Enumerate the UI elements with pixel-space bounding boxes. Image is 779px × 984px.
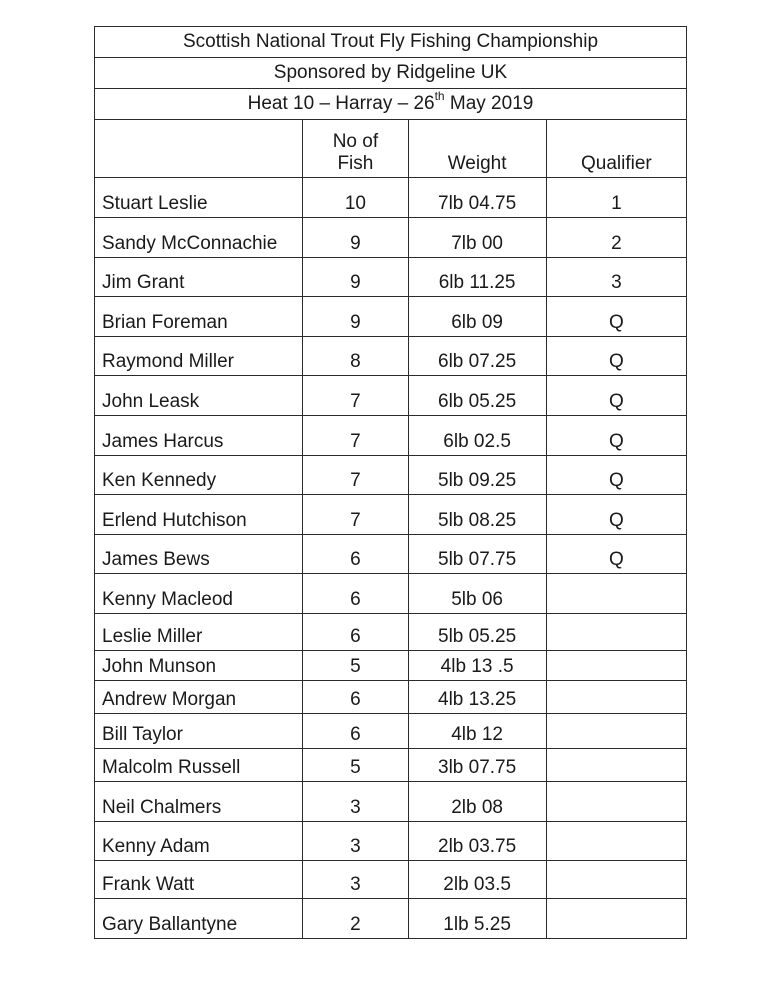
weight-value: 2lb 03.5: [408, 861, 546, 899]
table-row: [95, 218, 687, 258]
weight-value: 7lb 04.75: [408, 178, 546, 218]
table-row: [95, 714, 687, 749]
table-row: [95, 899, 687, 939]
weight-value: 5lb 07.75: [408, 535, 546, 574]
fish-count: 3: [303, 822, 408, 861]
weight-value: 6lb 07.25: [408, 337, 546, 376]
angler-name: James Bews: [95, 535, 303, 574]
table-row: [95, 416, 687, 456]
angler-name: Leslie Miller: [95, 614, 303, 651]
qualifier-value: Q: [546, 297, 686, 337]
weight-value: 1lb 5.25: [408, 899, 546, 939]
table-row: [95, 749, 687, 782]
column-header-qualifier: Qualifier: [546, 120, 686, 178]
weight-value: 5lb 06: [408, 574, 546, 614]
column-header-weight: Weight: [408, 120, 546, 178]
qualifier-value: Q: [546, 456, 686, 495]
table-row: [95, 822, 687, 861]
column-header-fish: [303, 120, 408, 178]
angler-name: Malcolm Russell: [95, 749, 303, 782]
qualifier-value: Q: [546, 495, 686, 535]
qualifier-value: Q: [546, 535, 686, 574]
angler-name: Andrew Morgan: [95, 681, 303, 714]
fish-count: 8: [303, 337, 408, 376]
weight-value: 2lb 08: [408, 782, 546, 822]
weight-value: 5lb 05.25: [408, 614, 546, 651]
heat-prefix: Heat 10 – Harray – 26: [247, 93, 435, 114]
fish-count: 7: [303, 376, 408, 416]
weight-value: 6lb 05.25: [408, 376, 546, 416]
weight-value: 6lb 09: [408, 297, 546, 337]
angler-name: Gary Ballantyne: [95, 899, 303, 939]
angler-name: Kenny Adam: [95, 822, 303, 861]
document-title: Scottish National Trout Fly Fishing Championship: [95, 27, 687, 58]
qualifier-value: [546, 899, 686, 939]
table-row: [95, 495, 687, 535]
fish-count: 6: [303, 681, 408, 714]
heat-line: [95, 89, 687, 120]
angler-name: Brian Foreman: [95, 297, 303, 337]
weight-value: 4lb 12: [408, 714, 546, 749]
angler-name: Kenny Macleod: [95, 574, 303, 614]
table-row: [95, 614, 687, 651]
weight-value: 2lb 03.75: [408, 822, 546, 861]
weight-value: 6lb 11.25: [408, 258, 546, 297]
weight-value: 4lb 13 .5: [408, 651, 546, 681]
weight-value: 4lb 13.25: [408, 681, 546, 714]
weight-value: 5lb 09.25: [408, 456, 546, 495]
qualifier-value: [546, 749, 686, 782]
table-row: [95, 337, 687, 376]
qualifier-value: 3: [546, 258, 686, 297]
qualifier-value: Q: [546, 416, 686, 456]
title-row: [95, 27, 687, 58]
results-table: [94, 26, 687, 939]
qualifier-value: [546, 714, 686, 749]
fish-count: 7: [303, 495, 408, 535]
qualifier-value: Q: [546, 337, 686, 376]
sponsor-row: [95, 58, 687, 89]
table-row: [95, 258, 687, 297]
table-row: [95, 651, 687, 681]
table-row: [95, 535, 687, 574]
table-row: [95, 178, 687, 218]
fish-count: 6: [303, 574, 408, 614]
weight-value: 7lb 00: [408, 218, 546, 258]
weight-value: 3lb 07.75: [408, 749, 546, 782]
fish-count: 6: [303, 714, 408, 749]
angler-name: Stuart Leslie: [95, 178, 303, 218]
angler-name: Erlend Hutchison: [95, 495, 303, 535]
fish-count: 6: [303, 614, 408, 651]
qualifier-value: 2: [546, 218, 686, 258]
qualifier-value: [546, 822, 686, 861]
angler-name: Raymond Miller: [95, 337, 303, 376]
table-row: [95, 861, 687, 899]
qualifier-value: [546, 681, 686, 714]
angler-name: Jim Grant: [95, 258, 303, 297]
fish-count: 7: [303, 416, 408, 456]
table-row: [95, 782, 687, 822]
heat-row: [95, 89, 687, 120]
angler-name: James Harcus: [95, 416, 303, 456]
fish-count: 9: [303, 218, 408, 258]
fish-count: 9: [303, 297, 408, 337]
table-row: [95, 297, 687, 337]
fish-count: 2: [303, 899, 408, 939]
angler-name: John Leask: [95, 376, 303, 416]
fish-count: 6: [303, 535, 408, 574]
weight-value: 5lb 08.25: [408, 495, 546, 535]
angler-name: Frank Watt: [95, 861, 303, 899]
table-row: [95, 376, 687, 416]
table-row: [95, 681, 687, 714]
angler-name: Neil Chalmers: [95, 782, 303, 822]
angler-name: Ken Kennedy: [95, 456, 303, 495]
heat-ordinal-suffix: th: [434, 88, 445, 103]
fish-count: 10: [303, 178, 408, 218]
table-row: [95, 456, 687, 495]
qualifier-value: [546, 614, 686, 651]
qualifier-value: Q: [546, 376, 686, 416]
angler-name: Sandy McConnachie: [95, 218, 303, 258]
qualifier-value: [546, 651, 686, 681]
weight-value: 6lb 02.5: [408, 416, 546, 456]
fish-count: 3: [303, 782, 408, 822]
angler-name: Bill Taylor: [95, 714, 303, 749]
column-header-fish-line1: No of: [332, 131, 379, 152]
angler-name: John Munson: [95, 651, 303, 681]
qualifier-value: 1: [546, 178, 686, 218]
fish-count: 3: [303, 861, 408, 899]
qualifier-value: [546, 782, 686, 822]
column-header-name: [95, 120, 303, 178]
qualifier-value: [546, 861, 686, 899]
fish-count: 5: [303, 651, 408, 681]
table-row: [95, 574, 687, 614]
column-header-fish-line2: Fish: [337, 153, 374, 174]
sponsor-line: Sponsored by Ridgeline UK: [95, 58, 687, 89]
fish-count: 9: [303, 258, 408, 297]
qualifier-value: [546, 574, 686, 614]
fish-count: 7: [303, 456, 408, 495]
heat-suffix: May 2019: [444, 93, 534, 114]
fish-count: 5: [303, 749, 408, 782]
column-header-row: [95, 120, 687, 178]
